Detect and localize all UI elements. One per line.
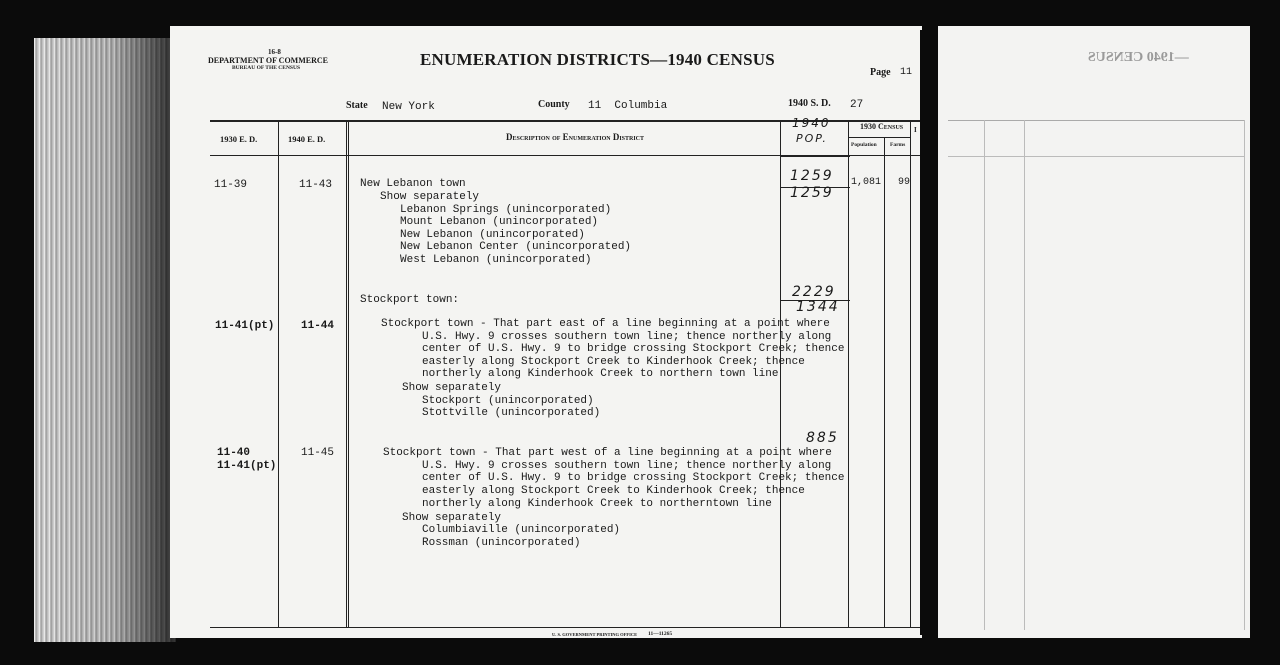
entry3-1940-pop: 885 bbox=[806, 430, 839, 446]
entry1-line: Lebanon Springs (unincorporated) bbox=[400, 204, 612, 216]
col-header-edge: I bbox=[914, 126, 917, 134]
col-divider-2b bbox=[348, 120, 349, 628]
census-subheader-rule bbox=[848, 137, 910, 138]
col-header-population: Population bbox=[851, 142, 877, 148]
entry3-line: Rossman (unincorporated) bbox=[422, 537, 581, 549]
col-divider-1 bbox=[278, 120, 279, 628]
entry3-line: Stockport town - That part west of a line beginning at a point where bbox=[383, 447, 832, 459]
entry3-line: center of U.S. Hwy. 9 to bridge crossing Stockport Creek; thence bbox=[422, 472, 845, 484]
page-label: Page bbox=[870, 67, 891, 78]
page-title: ENUMERATION DISTRICTS—1940 CENSUS bbox=[420, 50, 775, 69]
facing-page-col-3 bbox=[1244, 120, 1245, 630]
stockport-pop-b: 1344 bbox=[796, 299, 840, 315]
entry2-line: easterly along Stockport Creek to Kinderhook Creek; thence bbox=[422, 356, 805, 368]
col-header-1940-pop-year: 1940 bbox=[792, 116, 831, 130]
facing-page-col bbox=[984, 120, 985, 630]
col-divider-3 bbox=[780, 120, 781, 628]
entry2-line: center of U.S. Hwy. 9 to bridge crossing Stockport Creek; thence bbox=[422, 343, 845, 355]
entry2-line: Stottville (unincorporated) bbox=[422, 407, 601, 419]
entry1-1940-ed: 11-43 bbox=[299, 179, 333, 191]
entry1-line: New Lebanon (unincorporated) bbox=[400, 229, 585, 241]
entry3-line: Columbiaville (unincorporated) bbox=[422, 524, 621, 536]
col-header-1940-ed: 1940 E. D. bbox=[288, 134, 326, 144]
entry1-line: New Lebanon Center (unincorporated) bbox=[400, 241, 632, 253]
entry1-line: Mount Lebanon (unincorporated) bbox=[400, 216, 599, 228]
county-label: County bbox=[538, 99, 570, 110]
entry1-1940-pop-a: 1259 bbox=[790, 168, 834, 184]
state-label: State bbox=[346, 100, 368, 111]
entry1-line: New Lebanon town bbox=[360, 178, 466, 190]
col-header-1940-pop: POP. bbox=[796, 132, 828, 145]
facing-page-bleed-title: —1940 CENSUS bbox=[1088, 50, 1189, 65]
stockport-pop-a: 2229 bbox=[792, 284, 836, 300]
entry2-line: Show separately bbox=[402, 382, 502, 394]
col-divider-2 bbox=[346, 120, 347, 628]
entry3-line: easterly along Stockport Creek to Kinderhook Creek; thence bbox=[422, 485, 805, 497]
entry3-line: northerly along Kinderhook Creek to northerntown line bbox=[422, 498, 772, 510]
entry2-1940-ed: 11-44 bbox=[301, 320, 335, 332]
facing-page bbox=[938, 26, 1250, 638]
bureau-name: BUREAU OF THE CENSUS bbox=[232, 65, 301, 71]
department-name: DEPARTMENT OF COMMERCE bbox=[208, 56, 329, 65]
col-divider-6 bbox=[910, 120, 911, 628]
book-page-edges bbox=[34, 38, 176, 642]
census-page bbox=[170, 26, 922, 638]
facing-page-rule bbox=[948, 120, 1244, 121]
page-number: 11 bbox=[900, 67, 913, 78]
col-header-1930-census: 1930 Census bbox=[860, 122, 904, 131]
entry2-line: U.S. Hwy. 9 crosses southern town line; thence northerly along bbox=[422, 331, 832, 343]
pop-sum-rule bbox=[780, 156, 850, 157]
entry1-line: Show separately bbox=[380, 191, 480, 203]
entry1-line: West Lebanon (unincorporated) bbox=[400, 254, 592, 266]
entry2-line: northerly along Kinderhook Creek to northern town line bbox=[422, 368, 779, 380]
entry2-line: Stockport (unincorporated) bbox=[422, 395, 594, 407]
entry1-1930-population: 1,081 bbox=[851, 177, 882, 188]
stockport-heading: Stockport town: bbox=[360, 294, 460, 306]
print-code: 11—11265 bbox=[648, 631, 673, 637]
entry3-1930-ed-a: 11-40 bbox=[217, 447, 251, 459]
book-binding bbox=[920, 30, 940, 635]
entry1-1930-ed: 11-39 bbox=[214, 179, 248, 191]
sd-value: 27 bbox=[850, 99, 864, 111]
entry3-1940-ed: 11-45 bbox=[301, 447, 335, 459]
entry2-line: Stockport town - That part east of a line beginning at a point where bbox=[381, 318, 830, 330]
entry1-1930-farms: 99 bbox=[898, 177, 911, 188]
col-header-farms: Farms bbox=[890, 142, 906, 148]
facing-page-col-2 bbox=[1024, 120, 1025, 630]
col-header-1930-ed: 1930 E. D. bbox=[220, 134, 258, 144]
entry2-1930-ed: 11-41(pt) bbox=[215, 320, 275, 332]
facing-page-rule-2 bbox=[948, 156, 1244, 157]
table-bottom-rule bbox=[210, 627, 922, 628]
form-number: 16-8 bbox=[268, 48, 281, 56]
entry3-line: Show separately bbox=[402, 512, 502, 524]
entry3-1930-ed-b: 11-41(pt) bbox=[217, 460, 277, 472]
county-value: 11 Columbia bbox=[588, 100, 668, 112]
col-divider-4 bbox=[848, 120, 849, 628]
entry3-line: U.S. Hwy. 9 crosses southern town line; thence northerly along bbox=[422, 460, 832, 472]
sd-label: 1940 S. D. bbox=[788, 98, 831, 109]
col-header-description: Description of Enumeration District bbox=[506, 132, 644, 142]
col-divider-5 bbox=[884, 137, 885, 628]
printing-office: U. S. GOVERNMENT PRINTING OFFICE bbox=[552, 632, 638, 637]
state-value: New York bbox=[382, 101, 435, 113]
entry1-1940-pop-b: 1259 bbox=[790, 185, 834, 201]
